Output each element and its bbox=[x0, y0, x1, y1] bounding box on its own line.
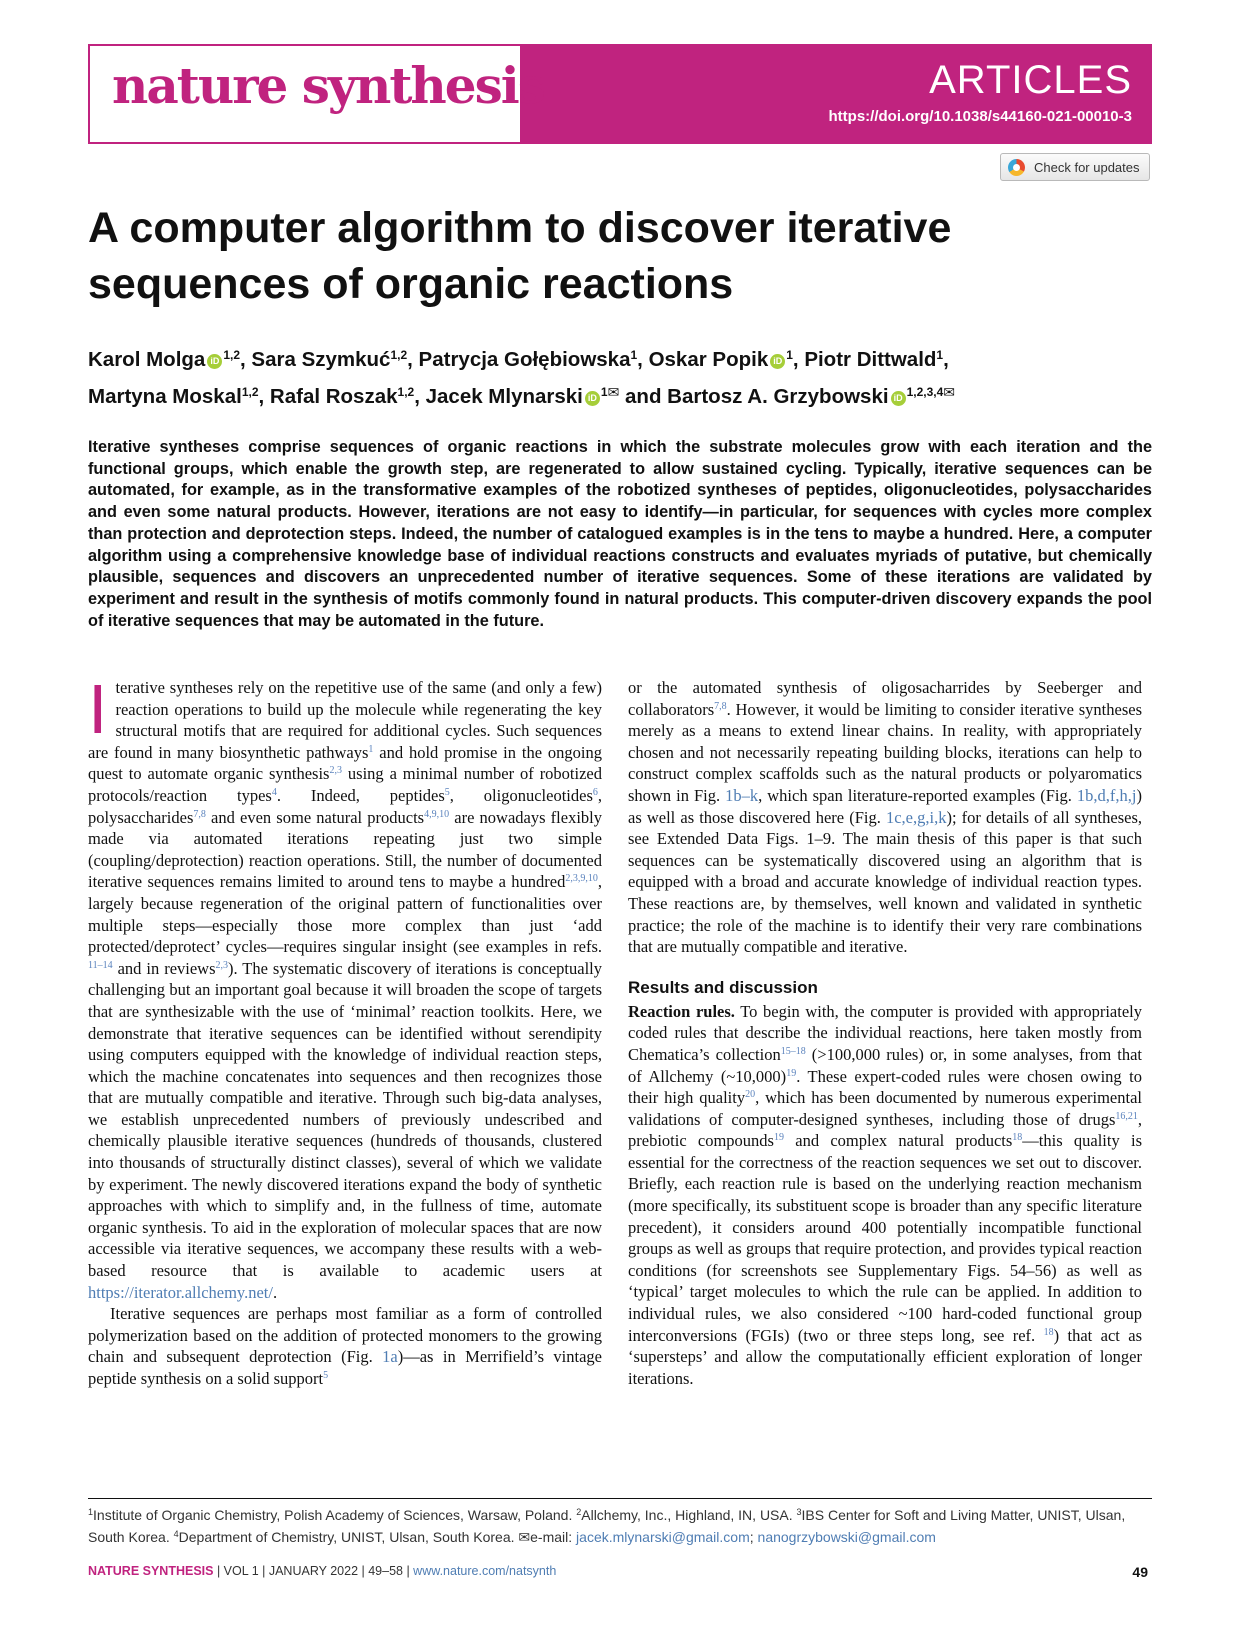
author-affiliation: 1,2 bbox=[241, 385, 259, 399]
page-number: 49 bbox=[1132, 1564, 1148, 1580]
body-column-left bbox=[88, 670, 603, 1390]
author-affiliation: 1 bbox=[600, 385, 608, 399]
check-for-updates-label: Check for updates bbox=[1034, 160, 1140, 175]
author-affiliation: 1,2,3,4 bbox=[906, 385, 944, 399]
section-heading: Results and discussion bbox=[628, 977, 818, 997]
body-paragraph: or the automated synthesis of oligosacharrides by Seeberger and collaborators$^{7,8}$. However, it would be limiting to consider iterative syntheses merely as a means to extend linear chains. In reality, with appropriately chosen and not necessarily repeating building blocks, iterations can help to construct complex scaffolds such as the natural products or polyaromatics shown in Fig. 1b–k, which span literature-reported examples (Fig. 1b,d,f,h,j) as well as those discovered here (Fig. 1c,e,g,i,k); for details of all syntheses, see Extended Data Figs. 1–9. The main thesis of this paper is that such sequences can be systematically discovered using an algorithm that is equipped with a broad and accurate knowledge of individual reaction types. These reactions are, by themselves, well known and validated in synthetic practice; the role of the machine is to identify their very rare combinations that are mutually compatible and iterative. bbox=[628, 678, 1143, 957]
figure-link[interactable]: 1b–k bbox=[725, 785, 759, 805]
citation-link[interactable]: 19 bbox=[786, 1067, 797, 1079]
check-for-updates-button[interactable] bbox=[1000, 153, 1150, 181]
author-affiliation: 1 bbox=[936, 348, 944, 362]
citation-link[interactable]: 19 bbox=[773, 1132, 784, 1144]
author-name[interactable]: Martyna Moskal bbox=[88, 385, 242, 408]
logo-box bbox=[90, 46, 544, 142]
author-affiliation: 1 bbox=[630, 348, 638, 362]
author-name[interactable]: Jacek Mlynarski bbox=[425, 385, 583, 408]
author-name[interactable]: Piotr Dittwald bbox=[804, 348, 937, 371]
journal-url-link[interactable]: www.nature.com/natsynth bbox=[413, 1564, 557, 1578]
email-link[interactable]: jacek.mlynarski@gmail.com bbox=[576, 1529, 750, 1545]
citation-link[interactable]: 11–14 bbox=[88, 959, 113, 971]
section-label: ARTICLES bbox=[929, 58, 1132, 102]
citation-link[interactable]: 7,8 bbox=[193, 808, 206, 820]
citation-link[interactable]: 4,9,10 bbox=[424, 808, 450, 820]
orcid-icon[interactable]: iD bbox=[585, 391, 600, 406]
author-list: Karol Molga iD $^{1,2}$, Sara Szymkuć$^{1,2}$, Patrycja Gołębiowska$^1$, Oskar Popik iD $^1$, Piotr Dittwald$^1$, Martyna Moskal$^{1,2}$, Rafal Roszak$^{1,2}$, Jacek Mlynarski iD $^1$✉ and Bartosz A. Grzybowski iD $^{1,2,3,4}$✉ bbox=[88, 348, 955, 408]
citation-link[interactable]: 7,8 bbox=[714, 700, 727, 712]
author-affiliation: 1,2 bbox=[223, 348, 241, 362]
body-column-right bbox=[628, 677, 1142, 1389]
footnote-divider bbox=[88, 1498, 1152, 1499]
citation-link[interactable]: 2,3,9,10 bbox=[565, 873, 598, 885]
citation-link[interactable]: 18 bbox=[1043, 1326, 1054, 1338]
citation-link[interactable]: 5 bbox=[444, 786, 450, 798]
author-name[interactable]: Rafal Roszak bbox=[269, 385, 398, 408]
affiliations-footnote: $^1$Institute of Organic Chemistry, Polish Academy of Sciences, Warsaw, Poland. $^2$Allchemy, Inc., Highland, IN, USA. $^3$IBS Center for Soft and Living Matter, UNIST, Ulsan, South Korea. $^4$Department of Chemistry, UNIST, Ulsan, South Korea. ✉e-mail: jacek.mlynarski@gmail.com; nanogrzybowski@gmail.com bbox=[88, 1507, 1126, 1545]
figure-link[interactable]: 1c,e,g,i,k bbox=[885, 807, 947, 827]
abstract: Iterative syntheses comprise sequences of organic reactions in which the substrate molecules grow with each iteration and the functional groups, which enable the growth step, are regenerated to allow sustained cycling. Typically, iterative sequences can be automated, for example, as in the transformative examples of the robotized syntheses of peptides, oligonucleotides, polysaccharides and even some natural products. However, iterations are not easy to identify—in particular, for sequences with cycles more complex than protection and deprotection steps. Indeed, the number of catalogued examples is in the tens to maybe a hundred. Here, a computer algorithm using a comprehensive knowledge base of individual reactions constructs and evaluates myriads of putative, but chemically plausible, sequences and discovers an unprecedented number of iterative sequences. Some of these iterations are validated by experiment and result in the synthesis of motifs commonly found in natural products. This computer-driven discovery expands the pool of iterative sequences that may be automated in the future. bbox=[88, 438, 1152, 630]
body-paragraph: Iterative sequences are perhaps most familiar as a form of controlled polymerization based on the addition of protected monomers to the growing chain and subsequent deprotection (Fig. 1a)—as in Merrifield’s vintage peptide synthesis on a solid support$^5$ bbox=[88, 1304, 602, 1388]
email-link[interactable]: nanogrzybowski@gmail.com bbox=[757, 1529, 936, 1545]
citation-link[interactable]: 18 bbox=[1012, 1132, 1023, 1144]
journal-name: NATURE SYNTHESIS bbox=[88, 1564, 214, 1578]
figure-link[interactable]: 1a bbox=[382, 1347, 398, 1367]
crossmark-icon bbox=[1008, 159, 1025, 176]
author-affiliation: 1,2 bbox=[397, 385, 415, 399]
citation-link[interactable]: 16,21 bbox=[1115, 1110, 1138, 1122]
orcid-icon[interactable]: iD bbox=[207, 354, 222, 369]
orcid-icon[interactable]: iD bbox=[891, 391, 906, 406]
author-name[interactable]: Karol Molga bbox=[88, 348, 206, 371]
citation-link[interactable]: 2,3 bbox=[329, 765, 342, 777]
orcid-icon[interactable]: iD bbox=[770, 354, 785, 369]
envelope-icon: ✉ bbox=[518, 1529, 531, 1545]
journal-logo[interactable]: nature synthesis bbox=[112, 56, 544, 115]
author-name[interactable]: Bartosz A. Grzybowski bbox=[667, 385, 889, 408]
body-paragraph: Iterative syntheses rely on the repetitive use of the same (and only a few) reaction operations to build up the molecule while regenerating the key structural motifs that are required for additional cycles. Such sequences are found in many biosynthetic pathways$^1$ and hold promise in the ongoing quest to automate organic synthesis$^{2,3}$ using a minimal number of robotized protocols/reaction types$^4$. Indeed, peptides$^5$, oligonucleotides$^6$, polysaccharides$^{7,8}$ and even some natural products$^{4,9,10}$ are nowadays flexibly made via automated iterations repeating just two simple (coupling/deprotection) reaction operations. Still, the number of documented iterative sequences remains limited to around tens to maybe a hundred$^{2,3,9,10}$, largely because regeneration of the original pattern of functionalities over multiple steps—especially those more complex than just ‘add protected/deprotect’ cycles—requires singular insight (see examples in refs. $^{11-14}$ and in reviews$^{2,3}$). The systematic discovery of iterations is conceptually challenging but an important goal because it will broaden the scope of targets that are synthesizable with the use of ‘minimal’ reaction toolkits. Here, we demonstrate that iterative sequences can be identified without serendipity using computers equipped with the knowledge of individual reaction steps, which the machine concatenates into sequences and then recognizes those that are mutually compatible and iterative. Through such big-data analyses, we establish unprecedented numbers of previously undescribed and chemically plausible iterative sequences (hundreds of thousands, clustered into thousands of structurally distinct classes), several of which we validate by experiment. The newly discovered iterations expand the body of synthetic approaches with which to simplify and, in the fullness of time, automate organic synthesis. To aid in the exploration of molecular spaces that are now accessible via iterative sequences, we accompany these results with a web-based resource that is available to academic users at https://iterator.allchemy.net/. bbox=[88, 670, 603, 1302]
author-affiliation: 1,2 bbox=[390, 348, 408, 362]
envelope-icon[interactable]: ✉ bbox=[943, 384, 955, 400]
journal-banner bbox=[88, 44, 1152, 144]
body-paragraph: Reaction rules. To begin with, the computer is provided with appropriately coded rules that describe the individual reactions, here taken mostly from Chematica’s collection$^{15-18}$ (>100,000 rules) or, in some analyses, from that of Allchemy (~10,000)$^{19}$. These expert-coded rules were chosen owing to their high quality$^{20}$, which has been documented by numerous experimental validations of computer-designed syntheses, including those of drugs$^{16,21}$, prebiotic compounds$^{19}$ and complex natural products$^{18}$—this quality is essential for the correctness of the reaction sequences we set out to discover. Briefly, each reaction rule is based on the underlying reaction mechanism (more specifically, its substituent scope is broader than any specific literature precedent), it considers around 400 potentially incompatible functional groups as well as groups that require protection, and provides typical reaction conditions (for screenshots see Supplementary Figs. 54–56) as well as ‘typical’ target molecules to which the rule can be applied. In addition to individual rules, we also considered ~100 hard-coded functional group interconversions (FGIs) (two or three steps long, see ref. $^{18}$) that act as ‘supersteps’ and allow the computationally efficient exploration of longer iterations. bbox=[628, 1001, 1143, 1388]
runin-heading: Reaction rules. bbox=[628, 1001, 735, 1021]
author-conjunction: and bbox=[625, 385, 662, 408]
article-title: A computer algorithm to discover iterative sequences of organic reactions bbox=[88, 204, 952, 308]
iterator-url-link[interactable]: https://iterator.allchemy.net/ bbox=[88, 1282, 273, 1302]
citation-link[interactable]: 2,3 bbox=[215, 959, 229, 971]
citation-link[interactable]: 15–18 bbox=[780, 1045, 806, 1057]
citation-link[interactable]: 4 bbox=[271, 786, 277, 798]
author-name[interactable]: Sara Szymkuć bbox=[251, 348, 391, 371]
author-name[interactable]: Oskar Popik bbox=[648, 348, 769, 371]
citation-link[interactable]: 5 bbox=[323, 1370, 329, 1381]
drop-cap: I bbox=[88, 670, 108, 748]
author-name[interactable]: Patrycja Gołębiowska bbox=[418, 348, 631, 371]
figure-link[interactable]: 1b,d,f,h,j bbox=[1076, 785, 1137, 805]
page-footer: NATURE SYNTHESIS | VOL 1 | JANUARY 2022 | 49–58 | www.nature.com/natsynth bbox=[88, 1564, 557, 1578]
doi-link[interactable]: https://doi.org/10.1038/s44160-021-00010-3 bbox=[828, 108, 1132, 125]
author-affiliation: 1 bbox=[786, 348, 793, 362]
citation-link[interactable]: 6 bbox=[592, 786, 598, 798]
envelope-icon[interactable]: ✉ bbox=[607, 384, 620, 400]
citation-link[interactable]: 20 bbox=[745, 1089, 756, 1101]
citation-link[interactable]: 1 bbox=[368, 743, 374, 755]
